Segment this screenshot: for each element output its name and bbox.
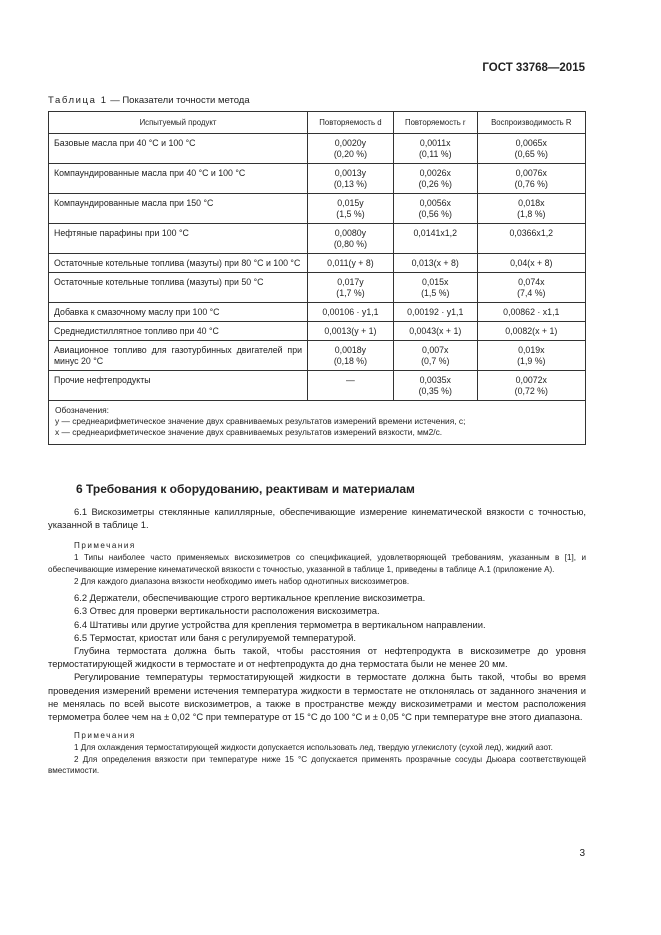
repeatability-d-cell-value: 0,011(y + 8) xyxy=(327,258,374,268)
product-cell-value: Среднедистиллятное топливо при 40 °С xyxy=(54,326,219,336)
note2-1: 1 Для охлаждения термостатирующей жидкости допускается использовать лед, твердую углекислоту (сухой лед), жидкий азот. xyxy=(74,743,553,753)
reproducibility-R-cell-value: 0,019x xyxy=(518,345,545,355)
reproducibility-R-cell-value: 0,018x xyxy=(518,198,545,208)
reproducibility-R-cell xyxy=(477,134,585,164)
note2-2: 2 Для определения вязкости при температуре ниже 15 °С допускается применять прозрачные сосуды Дьюара соответствующей вместимости. xyxy=(48,754,586,776)
notes-heading: Примечания xyxy=(74,541,136,551)
col-repeatability-r: Повторяемость r xyxy=(393,112,477,134)
repeatability-r-cell xyxy=(393,322,477,341)
page-number: 3 xyxy=(579,848,585,859)
table-row xyxy=(49,254,586,273)
para-regulation: Регулирование температуры термостатирующей жидкости в термостате должна быть такой, чтобы во время проведения измерений времени истечения температура жидкости в термостате не отклонялась от заданного значения и не менялась по всей высоте вискозиметров, а также в пространстве между вискозиметрами и местом расположения термометра более чем на ± 0,02 °С при температуре от 15 °С до 100 °С и ± 0,05 °С при температуре вне этого диапазона. xyxy=(48,671,586,723)
reproducibility-R-cell xyxy=(477,273,585,303)
col-reproducibility-R: Воспроизводимость R xyxy=(477,112,585,134)
reproducibility-R-cell-value: (0,76 %) xyxy=(514,179,548,189)
product-cell-value: Авиационное топливо для газотурбинных двигателей при минус 20 °С xyxy=(54,345,302,366)
repeatability-r-cell-value: (0,56 %) xyxy=(418,209,452,219)
reproducibility-R-cell xyxy=(477,254,585,273)
standard-number: ГОСТ 33768—2015 xyxy=(482,62,585,74)
table-row xyxy=(49,371,586,401)
reproducibility-R-cell-value: (1,9 %) xyxy=(517,356,546,366)
reproducibility-R-cell-value: 0,0072x xyxy=(515,375,547,385)
precision-table xyxy=(48,111,586,445)
product-cell-value: Базовые масла при 40 °С и 100 °С xyxy=(54,138,196,148)
para-6-3: 6.3 Отвес для проверки вертикальности расположения вискозиметра. xyxy=(74,605,380,617)
product-cell-value: Остаточные котельные топлива (мазуты) при 50 °С xyxy=(54,277,264,287)
section-body xyxy=(48,505,586,777)
table-notes xyxy=(49,401,586,445)
repeatability-r-cell-value: 0,0011x xyxy=(419,138,451,148)
product-cell-value: Остаточные котельные топлива (мазуты) при 80 °С и 100 °С xyxy=(54,258,301,268)
repeatability-d-cell-value: (0,20 %) xyxy=(333,149,368,159)
repeatability-r-cell xyxy=(393,224,477,254)
repeatability-r-cell xyxy=(393,164,477,194)
section-title: 6 Требования к оборудованию, реактивам и материалам xyxy=(76,482,415,496)
table-header-row xyxy=(49,112,586,134)
repeatability-d-cell-value: (1,7 %) xyxy=(336,288,365,298)
note-2: 2 Для каждого диапазона вязкости необходимо иметь набор однотипных вискозиметров. xyxy=(74,576,410,586)
notes2-heading: Примечания xyxy=(74,731,136,741)
reproducibility-R-cell-value: (0,72 %) xyxy=(514,386,548,396)
repeatability-r-cell-value: 0,0035x xyxy=(419,375,451,385)
reproducibility-R-cell xyxy=(477,341,585,371)
table-row xyxy=(49,322,586,341)
table-row xyxy=(49,303,586,322)
repeatability-r-cell-value: (0,35 %) xyxy=(418,386,452,396)
reproducibility-R-cell-value: 0,074x xyxy=(518,277,545,287)
reproducibility-R-cell-value: 0,0076x xyxy=(515,168,547,178)
notes-title: Обозначения: xyxy=(55,405,109,415)
reproducibility-R-cell xyxy=(477,371,585,401)
repeatability-r-cell-value: 0,0056x xyxy=(419,198,451,208)
product-cell xyxy=(49,341,308,371)
repeatability-r-cell xyxy=(393,194,477,224)
repeatability-d-cell xyxy=(308,273,394,303)
repeatability-d-cell xyxy=(308,303,394,322)
reproducibility-R-cell xyxy=(477,164,585,194)
table-caption xyxy=(48,95,250,106)
para-6-1: 6.1 Вискозиметры стеклянные капиллярные, обеспечивающие измерение кинематической вязкости с точностью, указанной в таблице 1. xyxy=(48,506,586,531)
reproducibility-R-cell xyxy=(477,322,585,341)
reproducibility-R-cell xyxy=(477,224,585,254)
repeatability-r-cell xyxy=(393,371,477,401)
repeatability-r-cell xyxy=(393,341,477,371)
repeatability-r-cell-value: 0,0141x1,2 xyxy=(413,228,458,238)
product-cell-value: Добавка к смазочному маслу при 100 °С xyxy=(54,307,220,317)
repeatability-d-cell xyxy=(308,254,394,273)
product-cell-value: Нефтяные парафины при 100 °С xyxy=(54,228,189,238)
reproducibility-R-cell-value: 0,04(x + 8) xyxy=(510,258,553,268)
product-cell xyxy=(49,273,308,303)
table-row xyxy=(49,164,586,194)
product-cell-value: Компаундированные масла при 150 °С xyxy=(54,198,214,208)
repeatability-r-cell-value: 0,007x xyxy=(422,345,449,355)
product-cell xyxy=(49,134,308,164)
reproducibility-R-cell-value: (0,65 %) xyxy=(514,149,548,159)
repeatability-d-cell xyxy=(308,194,394,224)
note-1: 1 Типы наиболее часто применяемых вискозиметров со спецификацией, удовлетворяющей требованиям, указанным в [1], и обеспечивающие измерение кинематической вязкости с точностью, указанной в таблице 1, приведены в таблице А.1 (приложение А). xyxy=(48,553,586,574)
repeatability-d-cell-value: 0,00106 · y1,1 xyxy=(322,307,379,317)
product-cell xyxy=(49,322,308,341)
table-row xyxy=(49,194,586,224)
repeatability-d-cell-value: (0,80 %) xyxy=(333,239,368,249)
repeatability-d-cell-value: (0,13 %) xyxy=(333,179,368,189)
reproducibility-R-cell xyxy=(477,194,585,224)
repeatability-d-cell xyxy=(308,134,394,164)
para-6-5: 6.5 Термостат, криостат или баня с регулируемой температурой. xyxy=(74,631,356,643)
repeatability-r-cell-value: (0,7 %) xyxy=(421,356,450,366)
repeatability-r-cell-value: 0,0026x xyxy=(419,168,451,178)
repeatability-d-cell xyxy=(308,224,394,254)
table-notes-row xyxy=(49,401,586,445)
caption-label: Таблица 1 xyxy=(48,95,108,106)
repeatability-d-cell-value: (1,5 %) xyxy=(336,209,365,219)
repeatability-d-cell-value: 0,0013(y + 1) xyxy=(324,326,377,336)
reproducibility-R-cell-value: (7,4 %) xyxy=(517,288,546,298)
note-x: х — среднеарифметическое значение двух сравниваемых результатов измерений вязкости, мм2/с. xyxy=(55,427,443,438)
product-cell xyxy=(49,371,308,401)
repeatability-r-cell-value: 0,0043(x + 1) xyxy=(409,326,462,336)
repeatability-d-cell-value: 0,015y xyxy=(337,198,364,208)
reproducibility-R-cell-value: 0,0082(x + 1) xyxy=(505,326,558,336)
reproducibility-R-cell-value: (1,8 %) xyxy=(517,209,546,219)
repeatability-d-cell-value: — xyxy=(346,375,355,385)
product-cell xyxy=(49,254,308,273)
para-6-2: 6.2 Держатели, обеспечивающие строго вертикальное крепление вискозиметра. xyxy=(74,592,426,604)
reproducibility-R-cell-value: 0,0366x1,2 xyxy=(509,228,554,238)
repeatability-r-cell-value: (0,11 %) xyxy=(418,149,452,159)
table-row xyxy=(49,224,586,254)
repeatability-r-cell-value: (0,26 %) xyxy=(418,179,452,189)
repeatability-r-cell-value: (1,5 %) xyxy=(421,288,450,298)
col-product: Испытуемый продукт xyxy=(49,112,308,134)
product-cell xyxy=(49,194,308,224)
product-cell xyxy=(49,303,308,322)
repeatability-d-cell-value: 0,0080y xyxy=(334,228,367,238)
repeatability-r-cell xyxy=(393,273,477,303)
repeatability-r-cell xyxy=(393,254,477,273)
product-cell-value: Прочие нефтепродукты xyxy=(54,375,151,385)
table-row xyxy=(49,134,586,164)
para-6-4: 6.4 Штативы или другие устройства для крепления термометра в вертикальном направлении. xyxy=(74,618,486,630)
repeatability-d-cell-value: 0,0013y xyxy=(334,168,367,178)
repeatability-r-cell-value: 0,00192 · y1,1 xyxy=(407,307,464,317)
product-cell xyxy=(49,224,308,254)
reproducibility-R-cell-value: 0,0065x xyxy=(515,138,547,148)
para-depth: Глубина термостата должна быть такой, чтобы расстояния от нефтепродукта в вискозиметре до уровня термостатирующей жидкости в термостате и от нефтепродукта до дна термостата были не менее 20 мм. xyxy=(48,645,586,670)
product-cell xyxy=(49,164,308,194)
table-row xyxy=(49,273,586,303)
repeatability-r-cell-value: 0,015x xyxy=(422,277,449,287)
table-row xyxy=(49,341,586,371)
col-repeatability-d: Повторяемость d xyxy=(308,112,394,134)
repeatability-d-cell xyxy=(308,371,394,401)
repeatability-d-cell-value: 0,0018y xyxy=(334,345,367,355)
repeatability-d-cell xyxy=(308,164,394,194)
repeatability-r-cell xyxy=(393,134,477,164)
repeatability-d-cell-value: (0,18 %) xyxy=(333,356,368,366)
repeatability-d-cell-value: 0,017y xyxy=(337,277,364,287)
note-y: у — среднеарифметическое значение двух сравниваемых результатов измерений времени истечения, с; xyxy=(55,416,466,427)
reproducibility-R-cell-value: 0,00862 · x1,1 xyxy=(503,307,560,317)
repeatability-d-cell xyxy=(308,341,394,371)
reproducibility-R-cell xyxy=(477,303,585,322)
repeatability-r-cell xyxy=(393,303,477,322)
caption-text: — Показатели точности метода xyxy=(107,95,250,106)
product-cell-value: Компаундированные масла при 40 °С и 100 °С xyxy=(54,168,246,178)
repeatability-d-cell xyxy=(308,322,394,341)
repeatability-d-cell-value: 0,0020y xyxy=(334,138,367,148)
repeatability-r-cell-value: 0,013(x + 8) xyxy=(411,258,459,268)
